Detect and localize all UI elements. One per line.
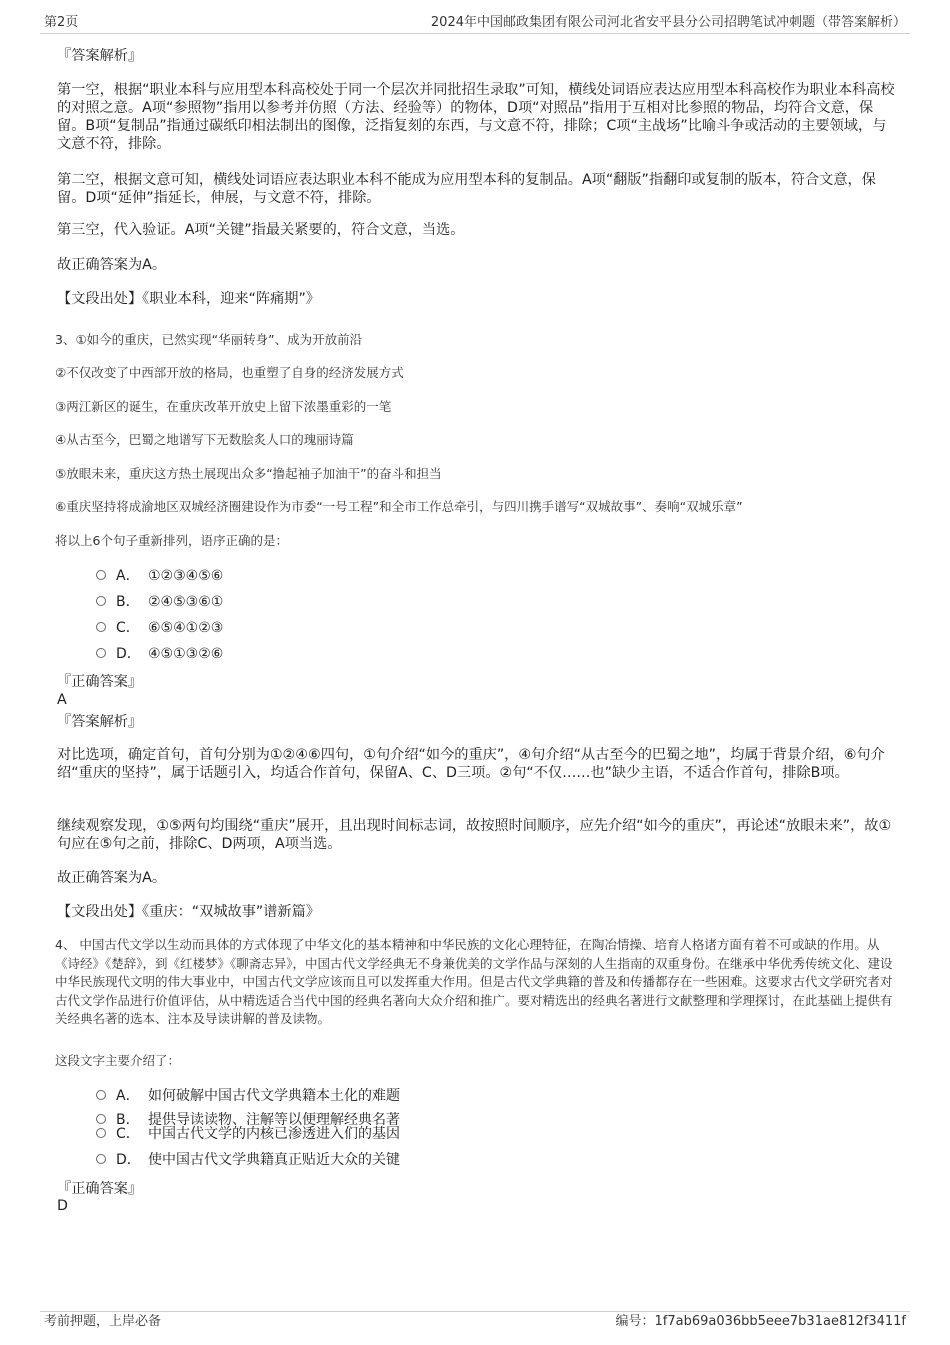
footer-divider [40,1311,910,1312]
page-number: 第2页 [44,15,79,30]
radio-icon[interactable] [96,570,106,580]
q4-stem: 4、 中国古代文学以生动而具体的方式体现了中华文化的基本精神和中华民族的文化心理特征，在陶冶情操、培育人格诸方面有着不可或缺的作用。从《诗经》《楚辞》，到《红楼梦》《聊斋志异》，中国古代文学经典无不身兼优美的文学作品与深刻的人生指南的双重身份。在继承中华优秀传统文化、建设中华民族现代文明的伟大事业中，中国古代文学应该而且可以发挥重大作用。但是古代文学典籍的普及和传播都存在一些困难。这要求古代文学研究者对古代文学作品进行价值评估，从中精选适合当代中国的经典名著向大众介绍和推广。要对精选出的经典名著进行文献整理和学理探讨，在此基础上提供有关经典名著的选本、注本及导读讲解的普及读物。 [55,937,893,1026]
q3-sentence-2: ②不仅改变了中西部开放的格局，也重塑了自身的经济发展方式 [55,365,404,380]
radio-icon[interactable] [96,648,106,658]
q2-analysis-p1: 第一空，根据“职业本科与应用型本科高校处于同一个层次并同批招生录取”可知，横线处词语应表达应用型本科高校作为职业本科高校的对照之意。A项“参照物”指用以参考并仿照（方法、经验等）的物体，D项“对照品”指用于互相对比参照的物品，均符合文意，保留。B项“复制品”指通过碳纸印相法制出的图像，泛指复刻的东西，与文意不符，排除；C项“主战场”比喻斗争或活动的主要领域，与文意不符，排除。 [57,82,895,152]
q4-option-c[interactable]: C． 中国古代文学的内核已渗透进入们的基因 [96,1125,400,1143]
document-id: 编号：1f7ab69a036bb5eee7b31ae812f3411f [615,1314,906,1329]
q4-answer-label: 『正确答案』 [57,1181,143,1197]
q4-option-b[interactable]: B． 提供导读读物、注解等以便理解经典名著 [96,1111,400,1129]
q2-source: 【文段出处】《职业本科，迎来“阵痛期”》 [57,291,320,307]
q2-conclusion: 故正确答案为A。 [57,257,167,273]
q3-sentence-4: ④从古至今，巴蜀之地谱写下无数脍炙人口的瑰丽诗篇 [55,432,354,447]
q3-analysis-p1: 对比选项，确定首句，首句分别为①②④⑥四句，①句介绍“如今的重庆”，④句介绍“从古至今的巴蜀之地”，均属于背景介绍，⑥句介绍“重庆的坚持”，属于话题引入，均适合作首句，保留A、C、D三项。②句“不仅……也”缺少主语，不适合作首句，排除B项。 [57,747,885,781]
q3-source: 【文段出处】《重庆：“双城故事”谱新篇》 [57,904,320,920]
radio-icon[interactable] [96,1090,106,1100]
q3-sentence-5: ⑤放眼未来，重庆这方热土展现出众多“撸起袖子加油干”的奋斗和担当 [55,466,442,481]
q3-prompt: 将以上6个句子重新排列，语序正确的是： [55,533,288,548]
q3-sentence-3: ③两江新区的诞生，在重庆改革开放史上留下浓墨重彩的一笔 [55,399,392,414]
q4-option-d[interactable]: D． 使中国古代文学典籍真正贴近大众的关键 [96,1151,400,1169]
q3-analysis-label: 『答案解析』 [57,714,143,730]
radio-icon[interactable] [96,1154,106,1164]
document-title: 2024年中国邮政集团有限公司河北省安平县分公司招聘笔试冲刺题（带答案解析） [430,15,906,30]
q3-option-c[interactable]: C． ⑥⑤④①②③ [96,619,223,637]
q3-option-a[interactable]: A． ①②③④⑤⑥ [96,567,223,585]
q4-answer: D [57,1198,68,1214]
q3-option-b[interactable]: B． ②④⑤③⑥① [96,593,223,611]
q3-conclusion: 故正确答案为A。 [57,870,167,886]
header-divider [40,33,910,34]
radio-icon[interactable] [96,1114,106,1124]
q4-option-a[interactable]: A． 如何破解中国古代文学典籍本土化的难题 [96,1087,400,1105]
radio-icon[interactable] [96,622,106,632]
q3-analysis-p2: 继续观察发现，①⑤两句均围绕“重庆”展开，且出现时间标志词，故按照时间顺序，应先介绍“如今的重庆”，再论述“放眼未来”，故①句应在⑤句之前，排除C、D两项，A项当选。 [57,818,892,852]
radio-icon[interactable] [96,596,106,606]
q2-analysis-p2: 第二空，根据文意可知，横线处词语应表达职业本科不能成为应用型本科的复制品。A项“翻版”指翻印或复制的版本，符合文意，保留。D项“延伸”指延长，伸展，与文意不符，排除。 [57,172,876,206]
q3-answer-label: 『正确答案』 [57,674,143,690]
q4-prompt: 这段文字主要介绍了： [55,1053,181,1068]
q2-analysis-p3: 第三空，代入验证。A项“关键”指最关紧要的，符合文意，当选。 [57,222,465,238]
q3-option-d[interactable]: D． ④⑤①③②⑥ [96,645,223,663]
q3-answer: A [57,692,67,708]
q2-analysis-label: 『答案解析』 [57,48,143,64]
footer-slogan: 考前押题，上岸必备 [44,1314,162,1329]
radio-icon[interactable] [96,1128,106,1138]
q3-sentence-6: ⑥重庆坚持将成渝地区双城经济圈建设作为市委“一号工程”和全市工作总牵引，与四川携手谱写“双城故事”、奏响“双城乐章” [55,499,743,514]
q3-sentence-1: 3、①如今的重庆，已然实现“华丽转身”、成为开放前沿 [55,332,363,347]
